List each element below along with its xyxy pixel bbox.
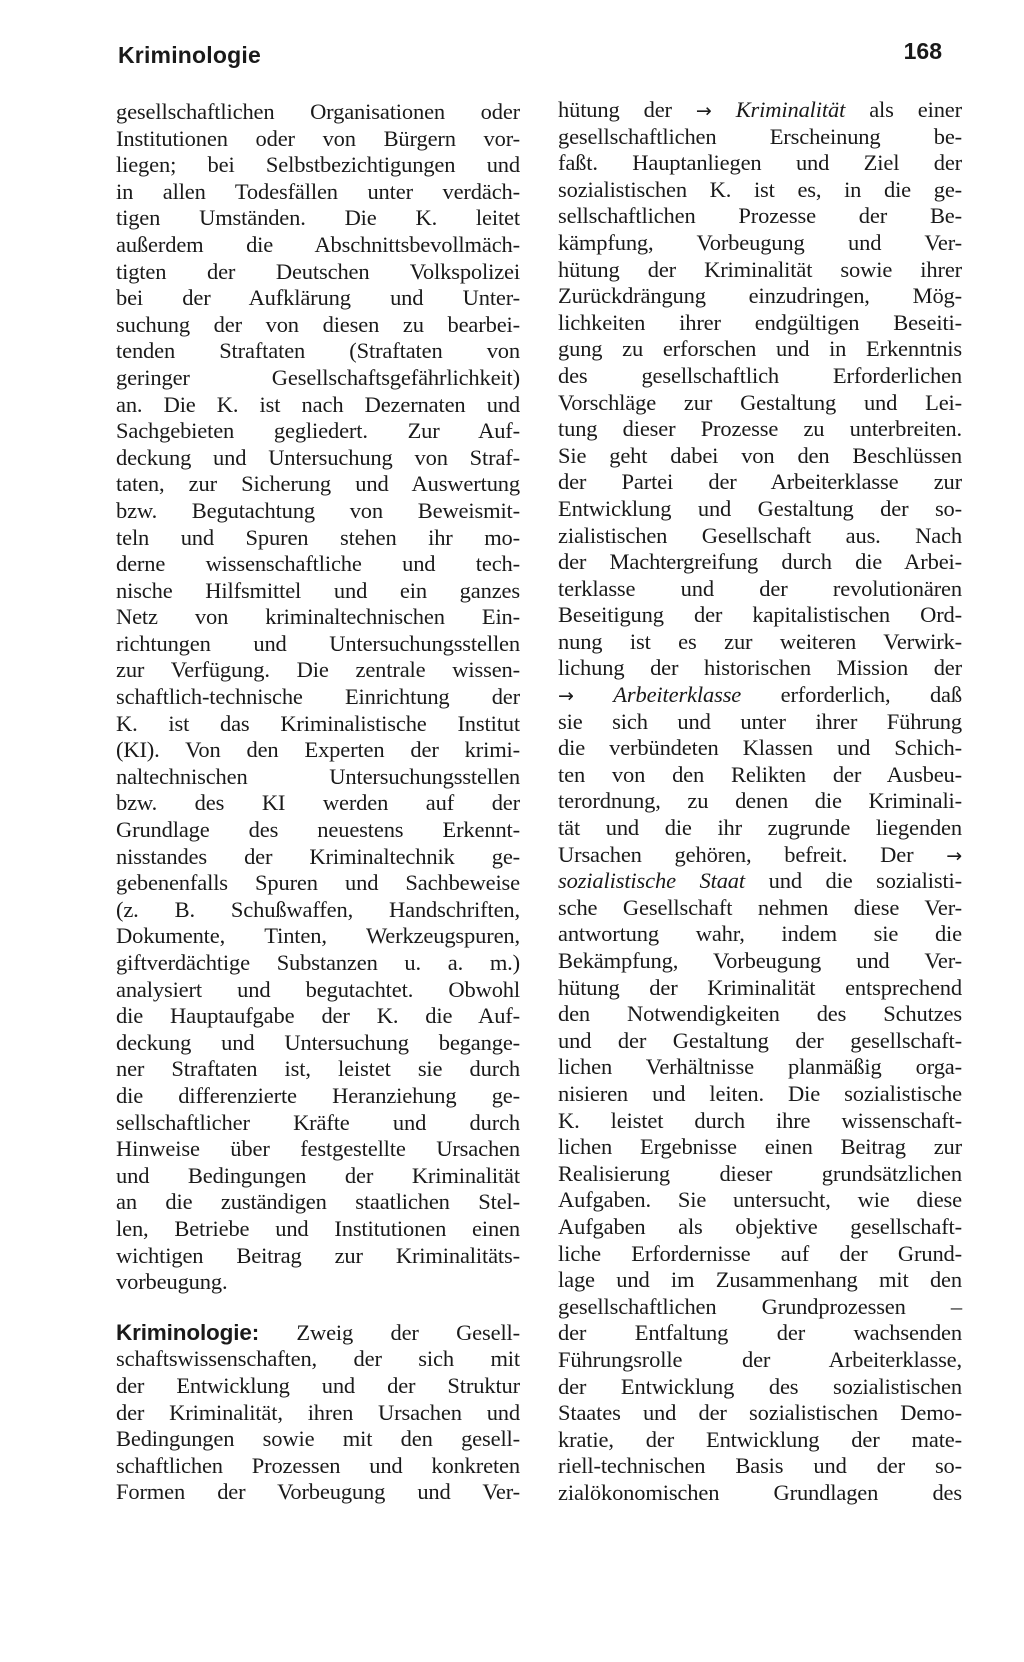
- right-column-text-c: [558, 895, 962, 1507]
- text-line: sellschaftlicher Kräfte und durch: [116, 1109, 520, 1135]
- cross-reference-kriminalitaet[interactable]: Kriminalität: [735, 97, 846, 122]
- text-run: als einer: [869, 97, 962, 122]
- text-line: liche Erfordernisse auf der Grund-: [558, 1240, 962, 1266]
- right-line-1: [558, 97, 962, 124]
- cross-reference-arrow-icon: →: [558, 685, 574, 708]
- text-line: bzw. des KI werden auf der: [116, 790, 520, 816]
- text-line: lichen Ergebnisse einen Beitrag zur: [558, 1134, 962, 1160]
- text-line: zialökonomischen Grundlagen des: [558, 1479, 962, 1505]
- text-line: wichtigen Beitrag zur Kriminalitäts-: [116, 1242, 520, 1268]
- text-line: Grundlage des neuestens Erkennt-: [116, 817, 520, 843]
- text-line: (KI). Von den Experten der krimi-: [116, 737, 520, 763]
- text-line: zur Verfügung. Die zentrale wissen-: [116, 657, 520, 683]
- left-column-text: [116, 99, 520, 1269]
- text-line: tigen Umständen. Die K. leitet: [116, 205, 520, 231]
- text-line: den Notwendigkeiten des Schutzes: [558, 1001, 962, 1027]
- text-line: nung ist es zur weiteren Verwirk-: [558, 628, 962, 654]
- text-line: K. ist das Kriminalistische Institut: [116, 710, 520, 736]
- cross-reference-sozialistische-staat[interactable]: sozialistische Staat: [558, 868, 746, 894]
- text-line: nisstandes der Kriminaltechnik ge-: [116, 843, 520, 869]
- text-line: der Partei der Arbeiterklasse zur: [558, 469, 962, 495]
- entry-headword: Kriminologie:: [116, 1319, 260, 1345]
- text-line: nisieren und leiten. Die sozialistische: [558, 1080, 962, 1106]
- text-line: Institutionen oder von Bürgern vor-: [116, 125, 520, 151]
- entry-first-line: [116, 1320, 520, 1347]
- text-line: kratie, der Entwicklung der mate-: [558, 1426, 962, 1452]
- text-line: der Entwicklung des sozialistischen: [558, 1373, 962, 1399]
- text-line: die differenzierte Heranziehung ge-: [116, 1082, 520, 1108]
- text-line: Aufgaben. Sie untersucht, wie diese: [558, 1187, 962, 1213]
- text-line: schaftlich-technische Einrichtung der: [116, 684, 520, 710]
- text-line: hütung der Kriminalität entsprechend: [558, 974, 962, 1000]
- running-head: Kriminologie: [118, 42, 261, 68]
- text-line: tät und die ihr zugrunde liegenden: [558, 815, 962, 841]
- text-line: gesellschaftlichen Organisationen oder: [116, 99, 520, 124]
- text-line: (z. B. Schußwaffen, Handschriften,: [116, 896, 520, 922]
- right-column-text-b: [558, 709, 962, 842]
- text-run: hütung der: [558, 97, 672, 122]
- text-line: Aufgaben als objektive gesellschaft-: [558, 1213, 962, 1239]
- text-line: deckung und Untersuchung von Straf-: [116, 444, 520, 470]
- text-line: der Kriminalität, ihren Ursachen und: [116, 1399, 520, 1425]
- text-line: Realisierung dieser grundsätzlichen: [558, 1160, 962, 1186]
- text-line: die verbündeten Klassen und Schich-: [558, 735, 962, 761]
- cross-reference-arbeiterklasse[interactable]: Arbeiterklasse: [613, 682, 742, 708]
- text-line: Führungsrolle der Arbeiterklasse,: [558, 1346, 962, 1372]
- text-line: schaftswissenschaften, der sich mit: [116, 1346, 520, 1372]
- right-line-28: [558, 842, 962, 869]
- text-line: in allen Todesfällen unter verdäch-: [116, 178, 520, 204]
- text-line: des gesellschaftlich Erforderlichen: [558, 362, 962, 388]
- text-line: der Machtergreifung durch die Arbei-: [558, 549, 962, 575]
- left-column-last-line: vorbeugung.: [116, 1269, 228, 1295]
- right-line-22: [558, 682, 962, 709]
- text-line: an. Die K. ist nach Dezernaten und: [116, 391, 520, 417]
- text-line: gung zu erforschen und in Erkenntnis: [558, 336, 962, 362]
- cross-reference-arrow-icon: →: [946, 844, 962, 867]
- text-line: Sachgebieten gegliedert. Zur Auf-: [116, 418, 520, 444]
- text-line: Zurückdrängung einzudringen, Mög-: [558, 283, 962, 309]
- entry-first-line-text: Zweig der Gesell-: [296, 1319, 520, 1345]
- text-line: nische Hilfsmittel und ein ganzes: [116, 577, 520, 603]
- text-line: Vorschläge zur Gestaltung und Lei-: [558, 389, 962, 415]
- right-column: [558, 97, 962, 1506]
- text-run: erforderlich, daß: [780, 682, 962, 708]
- entry-gap: [116, 1296, 520, 1320]
- text-line: gesellschaftlichen Grundprozessen –: [558, 1293, 962, 1319]
- text-line: taten, zur Sicherung und Auswertung: [116, 471, 520, 497]
- text-line: len, Betriebe und Institutionen einen: [116, 1215, 520, 1241]
- text-line: lichen Verhältnisse planmäßig orga-: [558, 1054, 962, 1080]
- text-line: naltechnischen Untersuchungsstellen: [116, 763, 520, 789]
- text-run: Ursachen gehören, befreit. Der: [558, 841, 914, 867]
- text-line: die Hauptaufgabe der K. die Auf-: [116, 1003, 520, 1029]
- text-line: analysiert und begutachtet. Obwohl: [116, 976, 520, 1002]
- text-line: Staates und der sozialistischen Demo-: [558, 1400, 962, 1426]
- text-line: Formen der Vorbeugung und Ver-: [116, 1479, 520, 1505]
- text-line: lage und im Zusammenhang mit den: [558, 1267, 962, 1293]
- text-line: ten von den Relikten der Ausbeu-: [558, 761, 962, 787]
- text-line: Bedingungen sowie mit den gesell-: [116, 1426, 520, 1452]
- text-line: faßt. Hauptanliegen und Ziel der: [558, 150, 962, 176]
- text-line: deckung und Untersuchung begange-: [116, 1029, 520, 1055]
- text-line: riell-technischen Basis und der so-: [558, 1453, 962, 1479]
- text-line: lichkeiten ihrer endgültigen Beseiti-: [558, 309, 962, 335]
- text-line: richtungen und Untersuchungsstellen: [116, 630, 520, 656]
- text-line: und der Gestaltung der gesellschaft-: [558, 1027, 962, 1053]
- text-line: sche Gesellschaft nehmen diese Ver-: [558, 894, 962, 920]
- text-line: hütung der Kriminalität sowie ihrer: [558, 256, 962, 282]
- text-line: suchung der von diesen zu bearbei-: [116, 311, 520, 337]
- text-line: terklasse und der revolutionären: [558, 575, 962, 601]
- text-line: kämpfung, Vorbeugung und Ver-: [558, 229, 962, 255]
- text-line: giftverdächtige Substanzen u. a. m.): [116, 950, 520, 975]
- text-line: und Bedingungen der Kriminalität: [116, 1162, 520, 1188]
- text-line: Entwicklung und Gestaltung der so-: [558, 495, 962, 521]
- text-line: Dokumente, Tinten, Werkzeugspuren,: [116, 923, 520, 949]
- text-line: außerdem die Abschnittsbevollmäch-: [116, 231, 520, 257]
- left-column: [116, 99, 520, 1506]
- text-line: gesellschaftlichen Erscheinung be-: [558, 123, 962, 149]
- cross-reference-arrow-icon: →: [695, 100, 712, 122]
- text-run: und die sozialisti-: [768, 868, 962, 894]
- text-line: sozialistischen K. ist es, in die ge-: [558, 176, 962, 202]
- text-line: lichung der historischen Mission der: [558, 655, 962, 681]
- text-line: der Entfaltung der wachsenden: [558, 1320, 962, 1346]
- text-line: bei der Aufklärung und Unter-: [116, 285, 520, 311]
- entry-text: [116, 1346, 520, 1506]
- text-line: Beseitigung der kapitalistischen Ord-: [558, 602, 962, 628]
- page-number: 168: [903, 38, 942, 64]
- text-line: tigten der Deutschen Volkspolizei: [116, 258, 520, 284]
- text-line: derne wissenschaftliche und tech-: [116, 551, 520, 577]
- text-line: an die zuständigen staatlichen Stel-: [116, 1189, 520, 1215]
- text-line: tenden Straftaten (Straftaten von: [116, 338, 520, 364]
- text-line: tung dieser Prozesse zu unterbreiten.: [558, 416, 962, 442]
- text-line: sellschaftlichen Prozesse der Be-: [558, 203, 962, 229]
- text-line: Bekämpfung, Vorbeugung und Ver-: [558, 948, 962, 973]
- right-line-29: [558, 868, 962, 895]
- text-line: antwortung wahr, indem sie die: [558, 921, 962, 947]
- text-line: terordnung, zu denen die Kriminali-: [558, 788, 962, 814]
- text-line: liegen; bei Selbstbezichtigungen und: [116, 152, 520, 178]
- text-line: sie sich und unter ihrer Führung: [558, 708, 962, 734]
- text-line: schaftlichen Prozessen und konkreten: [116, 1452, 520, 1478]
- text-line: ner Straftaten ist, leistet sie durch: [116, 1056, 520, 1082]
- text-line: K. leistet durch ihre wissenschaft-: [558, 1107, 962, 1133]
- right-column-text-a: [558, 124, 962, 682]
- text-line: teln und Spuren stehen ihr mo-: [116, 524, 520, 550]
- text-line: Sie geht dabei von den Beschlüssen: [558, 442, 962, 468]
- text-line: geringer Gesellschaftsgefährlichkeit): [116, 364, 520, 390]
- text-line: Netz von kriminaltechnischen Ein-: [116, 604, 520, 630]
- text-line: Hinweise über festgestellte Ursachen: [116, 1136, 520, 1162]
- text-line: gebenenfalls Spuren und Sachbeweise: [116, 870, 520, 896]
- text-line: der Entwicklung und der Struktur: [116, 1372, 520, 1398]
- text-line: zialistischen Gesellschaft aus. Nach: [558, 522, 962, 548]
- text-line: bzw. Begutachtung von Beweismit-: [116, 497, 520, 523]
